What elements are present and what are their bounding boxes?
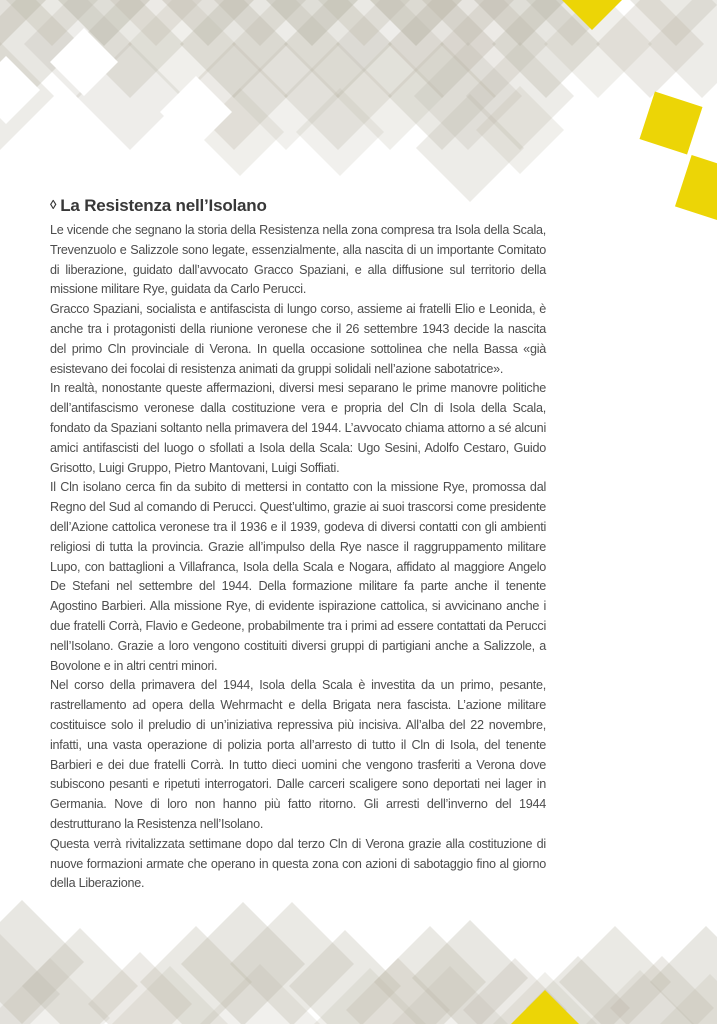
top-gray-diamonds bbox=[0, 0, 717, 202]
yellow-diamond-top bbox=[558, 0, 626, 30]
paragraph: Gracco Spaziani, socialista e antifascista di lungo corso, assieme ai fratelli Elio e Leonida, è anche tra i protagonisti della riunione veronese che il 26 settembre 1943 decide la nascita del primo Cln provinciale di Verona. In quella occasione sottolinea che nella Bassa «già esistevano dei focolai di resistenza animati da gruppi solidali nell’azione sabotatrice». bbox=[50, 302, 546, 376]
paragraph: Nel corso della primavera del 1944, Isola della Scala è investita da un primo, pesante, rastrellamento ad opera della Wehrmacht e della Brigata nera fascista. L’azione militare costituisce solo il preludio di un’iniziativa repressiva più incisiva. All’alba del 22 novembre, infatti, una vasta operazione di polizia porta all’arresto di tutto il Cln di Isola, del tenente Barbieri e dei due fratelli Corrà. In tutto dieci uomini che vengono trasferiti a Verona dove subiscono pesanti e ripetuti interrogatori. Dalle carceri scaligere sono deportati nei lager in Germania. Nove di loro non hanno più fatto ritorno. Gli arresti dell’inverno del 1944 destrutturano la Resistenza nell’Isolano. bbox=[50, 678, 546, 831]
top-white-cutout-diamonds bbox=[0, 28, 232, 148]
paragraph: Le vicende che segnano la storia della Resistenza nella zona compresa tra Isola della Scala, Trevenzuolo e Salizzole sono legate, essenzialmente, alla nascita di un importante Comitato di liberazione, guidato dall’avvocato Gracco Spaziani, e alla diffusione sul territorio della missione militare Rye, guidata da Carlo Perucci. bbox=[50, 223, 546, 297]
bottom-diamond-mosaic bbox=[0, 884, 717, 1024]
paragraph: Il Cln isolano cerca fin da subito di mettersi in contatto con la missione Rye, promossa dal Regno del Sud al comando di Perucci. Quest’ultimo, grazie ai suoi trascorsi come presidente dell’Azione cattolica veronese tra il 1936 e il 1939, godeva di diversi contatti con gli ambienti religiosi di tutta la provincia. Grazie all’impulso della Rye nasce il raggruppamento militare Lupo, con battaglioni a Villafranca, Isola della Scala e Nogara, affidato al maggiore Angelo De Stefani nel settembre del 1944. Della formazione militare fa parte anche il tenente Agostino Barbieri. Alla missione Rye, di evidente ispirazione cattolica, si avvicinano anche i due fratelli Corrà, Flavio e Gedeone, probabilmente tra i primi ad essere contattati da Perucci nell’Isolano. Grazie a loro vengono costituiti diversi gruppi di partigiani anche a Salizzole, a Bovolone e in altri centri minori. bbox=[50, 480, 546, 673]
section-title-text: La Resistenza nell’Isolano bbox=[60, 196, 267, 215]
yellow-square-right-2 bbox=[675, 155, 717, 223]
top-yellow-diamonds bbox=[558, 0, 717, 223]
yellow-square-right-1 bbox=[639, 91, 702, 154]
paragraph: Questa verrà rivitalizzata settimane dopo dal terzo Cln di Verona grazie alla costituzione di nuove formazioni armate che operano in questa zona con azioni di sabotaggio fino al giorno della Liberazione. bbox=[50, 836, 546, 891]
diamond-bullet-icon: ◊ bbox=[50, 197, 57, 212]
section-title bbox=[50, 196, 546, 216]
paragraph: In realtà, nonostante queste affermazioni, diversi mesi separano le prime manovre politiche dell’antifascismo veronese dalla costituzione vera e propria del Cln di Isola della Scala, fondato da Spaziani soltanto nella primavera del 1944. L’avvocato chiama attorno a sé alcuni amici antifascisti del luogo o sfollati a Isola della Scala: Ugo Sesini, Adolfo Cestaro, Guido Grisotto, Luigi Gruppo, Pietro Mantovani, Luigi Soffiati. bbox=[50, 381, 546, 475]
bottom-yellow-diamond bbox=[493, 990, 597, 1024]
article bbox=[50, 196, 546, 894]
bottom-gray-diamonds bbox=[0, 900, 717, 1024]
